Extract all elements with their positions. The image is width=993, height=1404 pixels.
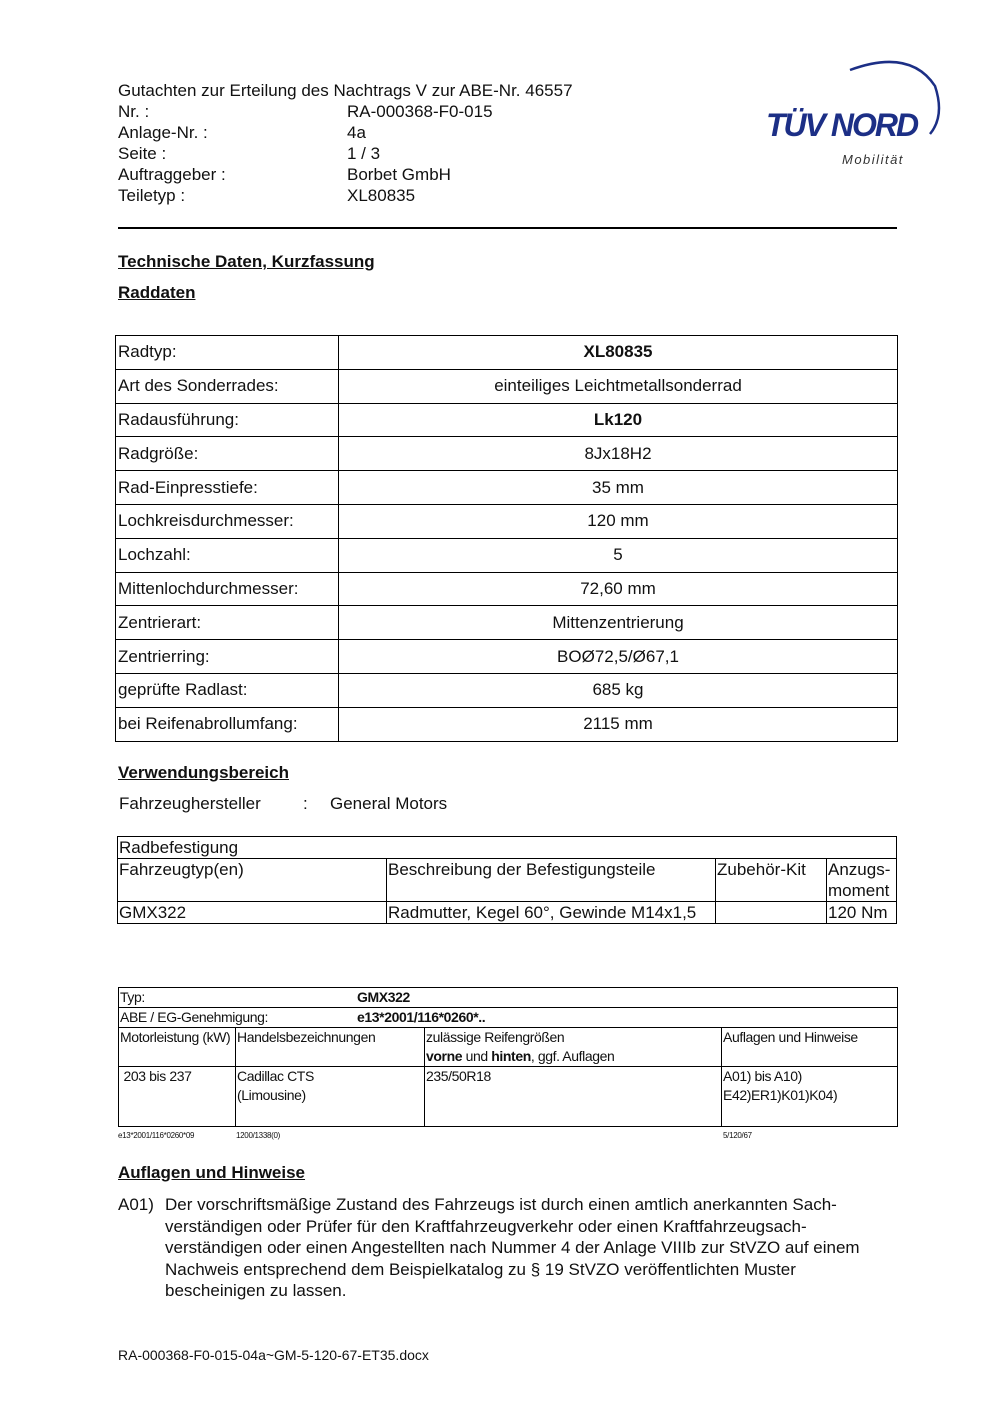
raddaten-label: Radtyp: <box>116 336 339 370</box>
typ-value: GMX322 <box>357 989 410 1005</box>
table-row <box>116 606 898 640</box>
raddaten-value: Mittenzentrierung <box>339 606 898 640</box>
header-reifengroessen: zulässige Reifengrößen vorne und hinten, ggf. Auflagen <box>425 1028 722 1067</box>
cell-reifengroessen: 235/50R18 <box>425 1067 722 1127</box>
fahrzeughersteller-label: Fahrzeughersteller <box>119 794 261 813</box>
typ-footnote-ref: 5/120/67 <box>723 1131 752 1140</box>
raddaten-value: BOØ72,5/Ø67,1 <box>339 640 898 674</box>
abe-label: ABE / EG-Genehmigung: <box>120 1009 269 1025</box>
meta-row-nr: Nr. : RA-000368-F0-015 <box>118 102 493 121</box>
raddaten-table <box>115 335 898 742</box>
table-header-row <box>119 1028 898 1067</box>
header-auflagen: Auflagen und Hinweise <box>722 1028 898 1067</box>
raddaten-value: 5 <box>339 538 898 572</box>
raddaten-label: Mittenlochdurchmesser: <box>116 572 339 606</box>
cell-beschreibung: Radmutter, Kegel 60°, Gewinde M14x1,5 <box>387 902 716 924</box>
raddaten-value: Lk120 <box>339 403 898 437</box>
tuv-nord-logo <box>760 56 945 176</box>
typ-label: Typ: <box>120 989 145 1005</box>
raddaten-label: Zentrierart: <box>116 606 339 640</box>
logo-text: TÜV NORD <box>766 107 918 143</box>
header-motorleistung: Motorleistung (kW) <box>119 1028 236 1067</box>
raddaten-label: Lochkreisdurchmesser: <box>116 504 339 538</box>
abe-value: e13*2001/116*0260*.. <box>357 1009 486 1025</box>
raddaten-table-body <box>116 336 898 742</box>
header-fahrzeugtyp: Fahrzeugtyp(en) <box>118 859 387 902</box>
meta-row-teiletyp: Teiletyp : XL80835 <box>118 186 416 205</box>
table-row <box>116 640 898 674</box>
cell-handelsbezeichnungen: Cadillac CTS (Limousine) <box>236 1067 425 1127</box>
raddaten-label: Art des Sonderrades: <box>116 369 339 403</box>
header-beschreibung: Beschreibung der Befestigungsteile <box>387 859 716 902</box>
section-technische-daten: Technische Daten, Kurzfassung <box>118 252 375 271</box>
radbefestigung-table <box>117 836 897 924</box>
table-row <box>116 504 898 538</box>
auflage-a01 <box>118 1194 898 1302</box>
table-row <box>116 538 898 572</box>
table-row <box>116 336 898 370</box>
logo-subtitle: Mobilität <box>842 152 904 167</box>
table-row <box>116 572 898 606</box>
table-row <box>119 1008 898 1028</box>
cell-anzugsmoment: 120 Nm <box>827 902 897 924</box>
table-row <box>118 837 897 859</box>
table-row <box>116 369 898 403</box>
document-footer: RA-000368-F0-015-04a~GM-5-120-67-ET35.docx <box>118 1347 429 1363</box>
table-header-row <box>118 859 897 902</box>
header-zubehoer-kit: Zubehör-Kit <box>716 859 827 902</box>
header-anzugsmoment: Anzugs-moment <box>827 859 897 902</box>
fahrzeughersteller-row <box>119 794 447 814</box>
cell-fahrzeugtyp: GMX322 <box>118 902 387 924</box>
auflage-text: Der vorschriftsmäßige Zustand des Fahrzeugs ist durch einen amtlich anerkannten Sachverständigen oder Prüfer für den Kraftfahrzeugverkehr oder einen Kraftfahrzeugsachverständigen oder einen Angestellten nach Nummer 4 der Anlage VIIIb zur StVZO auf einem Nachweis entsprechend dem Beispielkatalog zu § 19 StVZO veröffentlichten Muster bescheinigen zu lassen. <box>165 1195 860 1300</box>
typ-row <box>119 988 898 1008</box>
raddaten-value: XL80835 <box>339 336 898 370</box>
table-row <box>116 437 898 471</box>
cell-zubehoer-kit <box>716 902 827 924</box>
table-row <box>118 902 897 924</box>
fahrzeughersteller-value: General Motors <box>330 794 448 813</box>
meta-row-anlage: Anlage-Nr. : 4a <box>118 123 366 142</box>
cell-auflagen: A01) bis A10) E42)ER1)K01)K04) <box>722 1067 898 1127</box>
raddaten-label: Zentrierring: <box>116 640 339 674</box>
typ-footnote-code: 1200/1338(0) <box>236 1131 280 1140</box>
typ-footnote-ec: e13*2001/116*0260*09 <box>118 1131 195 1140</box>
table-row <box>116 471 898 505</box>
meta-row-seite: Seite : 1 / 3 <box>118 144 381 163</box>
raddaten-value: 685 kg <box>339 673 898 707</box>
raddaten-label: Radausführung: <box>116 403 339 437</box>
meta-row-auftraggeber: Auftraggeber : Borbet GmbH <box>118 165 451 184</box>
raddaten-value: 72,60 mm <box>339 572 898 606</box>
table-row <box>116 673 898 707</box>
document-title: Gutachten zur Erteilung des Nachtrags V zur ABE-Nr. 46557 <box>118 81 573 100</box>
fahrzeughersteller-separator: : <box>303 794 308 813</box>
header-handelsbezeichnungen: Handelsbezeichnungen <box>236 1028 425 1067</box>
radbefestigung-title: Radbefestigung <box>118 837 897 859</box>
raddaten-label: Radgröße: <box>116 437 339 471</box>
section-raddaten: Raddaten <box>118 283 196 302</box>
table-row <box>119 988 898 1008</box>
raddaten-value: 2115 mm <box>339 707 898 741</box>
raddaten-value: einteiliges Leichtmetallsonderrad <box>339 369 898 403</box>
table-row <box>116 403 898 437</box>
auflage-id: A01) <box>118 1195 154 1214</box>
section-verwendungsbereich: Verwendungsbereich <box>118 763 289 782</box>
section-auflagen: Auflagen und Hinweise <box>118 1163 306 1182</box>
document-header <box>118 80 573 206</box>
typ-table <box>118 987 898 1127</box>
table-row <box>116 707 898 741</box>
header-divider <box>118 227 897 229</box>
raddaten-value: 35 mm <box>339 471 898 505</box>
raddaten-label: Lochzahl: <box>116 538 339 572</box>
raddaten-label: geprüfte Radlast: <box>116 673 339 707</box>
table-row <box>119 1067 898 1127</box>
raddaten-label: bei Reifenabrollumfang: <box>116 707 339 741</box>
raddaten-value: 8Jx18H2 <box>339 437 898 471</box>
raddaten-label: Rad-Einpresstiefe: <box>116 471 339 505</box>
raddaten-value: 120 mm <box>339 504 898 538</box>
cell-motorleistung: 203 bis 237 <box>119 1067 236 1127</box>
abe-row <box>119 1008 898 1028</box>
